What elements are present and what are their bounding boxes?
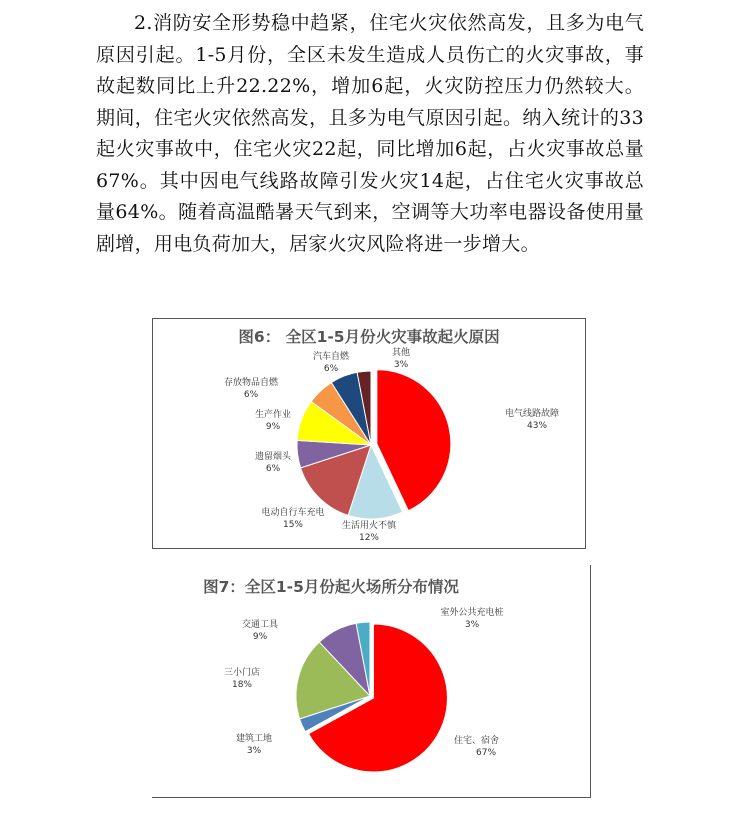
chart-title: 图6： 全区1-5月份火灾事故起火原因 bbox=[238, 328, 500, 346]
chart-title: 图7：全区1-5月份起火场所分布情况 bbox=[203, 578, 459, 596]
slice-label: 室外公共充电桩 bbox=[440, 608, 504, 618]
slice-percent: 67% bbox=[476, 748, 497, 758]
slice-percent: 6% bbox=[243, 390, 259, 400]
slice-percent: 3% bbox=[246, 746, 262, 756]
slice-label: 遗留烟头 bbox=[254, 452, 292, 462]
slice-percent: 3% bbox=[393, 360, 409, 370]
slice-percent: 12% bbox=[358, 533, 380, 543]
slice-percent: 15% bbox=[282, 520, 304, 530]
slice-percent: 43% bbox=[527, 421, 548, 431]
slice-label: 三小门店 bbox=[223, 668, 261, 678]
slice-percent: 18% bbox=[231, 680, 253, 690]
slice-label: 生产作业 bbox=[254, 410, 292, 420]
slice-label: 其他 bbox=[391, 348, 411, 358]
slice-label: 电动自行车充电 bbox=[261, 508, 325, 518]
slice-percent: 9% bbox=[252, 632, 268, 642]
fire-cause-pie bbox=[153, 319, 585, 548]
slice-label: 交通工具 bbox=[241, 620, 279, 630]
fire-location-chart bbox=[152, 565, 591, 798]
slice-percent: 3% bbox=[464, 620, 480, 630]
body-paragraph: 2.消防安全形势稳中趋紧，住宅火灾依然高发，且多为电气原因引起。1-5月份，全区未发生造成人员伤亡的火灾事故，事故起数同比上升22.22%，增加6起，火灾防控压力仍然较大。期间，住宅火灾依然高发，且多为电气原因引起。纳入统计的33起火灾事故中，住宅火灾22起，同比增加6起，占火灾事故总量67%。其中因电气线路故障引发火灾14起，占住宅火灾事故总量64%。随着高温酷暑天气到来，空调等大功率电器设备使用量剧增，用电负荷加大，居家火灾风险将进一步增大。 bbox=[96, 12, 644, 255]
slice-label: 建筑工地 bbox=[235, 734, 273, 744]
slice-percent: 6% bbox=[265, 464, 281, 474]
fire-cause-chart bbox=[152, 318, 586, 549]
slice-percent: 9% bbox=[265, 422, 281, 432]
fire-location-pie bbox=[152, 565, 590, 797]
slice-percent: 6% bbox=[323, 364, 339, 374]
slice-label: 电气线路故障 bbox=[505, 409, 560, 419]
slice-label: 生活用火不慎 bbox=[341, 521, 397, 531]
slice-label: 住宅、宿舍 bbox=[454, 736, 500, 746]
slice-label: 存放物品自燃 bbox=[223, 378, 279, 388]
slice-label: 汽车自燃 bbox=[312, 352, 350, 362]
